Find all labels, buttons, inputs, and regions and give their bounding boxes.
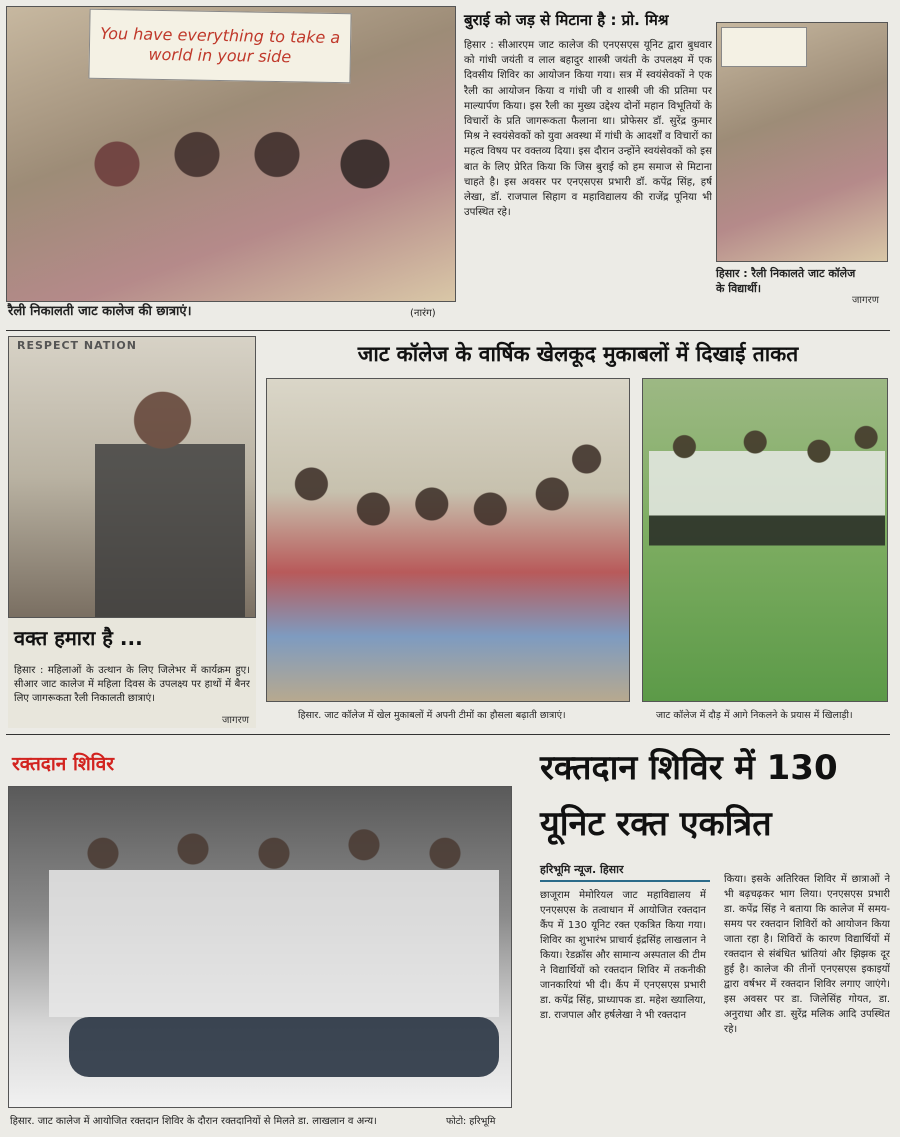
cheering-students-photo: [266, 378, 630, 702]
article1-body: हिसार : सीआरएम जाट कालेज की एनएसएस यूनिट द्वारा बुधवार को गांधी जयंती व लाल बहादुर शास्त्री जयंती के उपलक्ष्य में एक दिवसीय शिविर का आयोजन किया गया। सत्र में स्वयंसेवकों ने एक रैली का आयोजन किया व गांधी जी व शास्त्री जी की प्रतिमा पर माल्यार्पण किया। इस रैली का मुख्य उद्देश्य दोनों महान विभूतियों के विचारों के प्रति जागरूकता फैलाना था। प्रोफेसर डॉ. सुरेंद्र कुमार मिश्र ने स्वयंसेवकों को युवा अवस्था में गांधी के आदर्शों व विचारों का महत्व विषय पर वक्तव्य दिया। इस दौरान उन्होंने स्वयंसेवकों को इस बात के लिए प्रेरित किया कि जिस बुराई को हम समाज से मिटाना चाहते है। इस अवसर पर एनएसएस प्रभारी डॉ. कपेंद्र सिंह, हर्ष लेखा, डॉ. राजपाल सिहाग व महाविद्यालय की राजेंद्र पूनिया भी उपस्थित रहे।: [464, 40, 712, 219]
womens-rally-credit: जागरण: [222, 715, 249, 726]
divider-top: [6, 330, 890, 331]
doctors-group-shape: [49, 807, 499, 1017]
rally-photo-credit: (नारंग): [410, 308, 436, 319]
blood-camp-headline-2: यूनिट रक्त एकत्रित: [540, 804, 772, 844]
womens-rally-photo: [8, 336, 256, 618]
blood-camp-photo: [8, 786, 512, 1108]
cheering-students-shape: [277, 439, 621, 689]
race-photo: [642, 378, 888, 702]
respect-nation-label: RESPECT NATION: [17, 339, 137, 352]
womens-rally-title: वक्त हमारा है ...: [14, 626, 143, 650]
womens-rally-figure: [95, 377, 245, 617]
byline-underline: [540, 880, 710, 882]
rally-banner: You have everything to take a world in your side: [88, 9, 351, 84]
divider-middle: [6, 734, 890, 735]
race-caption: जाट कॉलेज में दौड़ में आगे निकलने के प्रयास में खिलाड़ी।: [656, 710, 853, 721]
donor-on-bed-shape: [69, 1017, 499, 1077]
cheering-caption: हिसार. जाट कॉलेज में खेल मुकाबलों में अपनी टीमों का हौसला बढ़ाती छात्राएं।: [298, 710, 566, 721]
blood-camp-headline-1: रक्तदान शिविर में 130: [540, 748, 838, 788]
rally-students-shape: [37, 107, 437, 297]
blood-camp-col2: किया। इसके अतिरिक्त शिविर में छात्राओं ने भी बढ़चढ़कर भाग लिया। एनएसएस प्रभारी डा. कपेंद्र सिंह ने बताया कि कालेज में समय-समय पर रक्तदान शिविरों को आयोजन किया जाता रहा है। शिविरों के कारण विद्यार्थियों में रक्तदान से संबंधित भ्रांतियां और झिझक दूर हुई है। कालेज की तीनों एनएसएस इकाइयों द्वारा वर्षभर में रक्तदान शिविर लगाए जाएंगे। इस अवसर पर डा. जिलेसिंह गोयत, डा. अनुराधा और डा. सुरेंद्र मलिक आदि उपस्थित रहे।: [724, 874, 890, 1035]
sports-headline: जाट कॉलेज के वार्षिक खेलकूद मुकाबलों में दिखाई ताकत: [357, 342, 799, 366]
article1-headline: बुराई को जड़ से मिटाना है : प्रो. मिश्र: [464, 11, 669, 29]
rally-right-credit: जागरण: [852, 295, 879, 306]
rally-right-caption: हिसार : रैली निकालते जाट कॉलेज के विद्यार्थी।: [716, 267, 856, 295]
race-runners-shape: [649, 419, 885, 649]
rally-photo-caption: रैली निकालती जाट कालेज की छात्राएं।: [8, 304, 192, 319]
rally-photo-right: [716, 22, 888, 262]
blood-camp-col1: छाजूराम मेमोरियल जाट महाविद्यालय में एनएसएस के तत्वाधान में आयोजित रक्तदान कैंप में 130 यूनिट रक्त एकत्रित किया गया। शिविर का शुभारंभ प्राचार्य इंद्रसिंह लाखलान ने किया। रेडक्रॉस और सामान्य अस्पताल की टीम ने विद्यार्थियों को रक्तदान शिविर में तकनीकी जानकारियां भी दी। कैंप में एनएसएस प्रभारी डा. कपेंद्र सिंह, प्राध्यापक डा. महेश ख्यालिया, डा. राजपाल और हर्षलेखा ने भी रक्तदान: [540, 890, 706, 1021]
rally-photo: [6, 6, 456, 302]
blood-camp-photo-caption: हिसार. जाट कालेज में आयोजित रक्तदान शिविर के दौरान रक्तदानियों से मिलते डा. लाखलान व अन्य।: [10, 1116, 377, 1127]
rally-right-banner: [721, 27, 807, 67]
blood-camp-section-label: रक्तदान शिविर: [12, 753, 115, 775]
womens-rally-body: हिसार : महिलाओं के उत्थान के लिए जिलेभर में कार्यक्रम हुए। सीआर जाट कालेज में महिला दिवस के उपलक्ष्य पर हाथों में बैनर लिए जागरूकता रैली निकालती छात्राएं।: [14, 665, 250, 704]
blood-camp-byline: हरिभूमि न्यूज. हिसार: [540, 863, 624, 876]
blood-camp-photo-credit: फोटो: हरिभूमि: [446, 1116, 496, 1127]
